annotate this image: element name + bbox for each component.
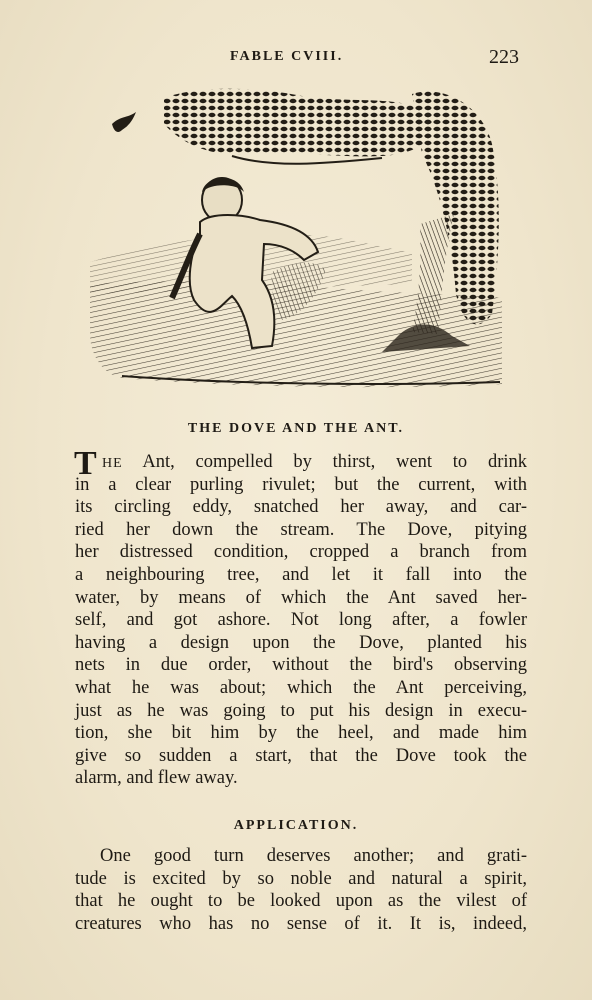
- fable-line-6: a neighbouring tree, and let it fall into the: [75, 564, 527, 585]
- application-heading: APPLICATION.: [233, 818, 359, 833]
- fable-line-8: self, and got ashore. Not long after, a fowler: [75, 610, 527, 631]
- fable-line-15: alarm, and flew away.: [75, 768, 238, 789]
- fable-line-12: just as he was going to put his design in execu-: [75, 700, 527, 721]
- fable-title: THE DOVE AND THE ANT.: [187, 421, 405, 436]
- fable-line-7: water, by means of which the Ant saved her-: [75, 587, 527, 608]
- fable-line-11: what he was about; which the Ant perceiving,: [75, 677, 527, 698]
- woodcut-illustration: [82, 84, 510, 390]
- fable-line-4: ried her down the stream. The Dove, pitying: [75, 519, 527, 540]
- drop-cap-letter: T: [74, 445, 97, 482]
- tree-foliage-top-shape: [164, 89, 435, 157]
- fable-line-2: in a clear purling rivulet; but the current, with: [75, 474, 527, 495]
- application-line-3: that he ought to be looked upon as the vilest of: [75, 891, 527, 912]
- first-word-rest: HE: [102, 456, 123, 471]
- fable-body: [74, 445, 527, 790]
- fable-line-1-text: Ant, compelled by thirst, went to drink: [122, 452, 527, 472]
- fable-line-13: tion, she bit him by the heel, and made him: [75, 723, 527, 744]
- application-line-2: tude is excited by so noble and natural a spirit,: [75, 868, 527, 889]
- fable-line-14: give so sudden a start, that the Dove took the: [75, 745, 527, 766]
- fable-line-3: its circling eddy, snatched her away, and car-: [75, 497, 527, 518]
- running-head: [0, 46, 592, 71]
- fable-line-9: having a design upon the Dove, planted his: [75, 632, 527, 653]
- application-body: [75, 845, 527, 935]
- fable-line-1: [74, 445, 527, 482]
- fable-line-10: nets in due order, without the bird's observing: [75, 655, 527, 676]
- fable-line-5: her distressed condition, cropped a branch from: [75, 542, 527, 563]
- running-title: FABLE CVIII.: [230, 49, 344, 64]
- page-number: 223: [489, 46, 519, 68]
- dove-shape: [112, 112, 136, 132]
- application-line-1: One good turn deserves another; and grati-: [100, 846, 527, 866]
- application-line-4: creatures who has no sense of it. It is, indeed,: [75, 913, 527, 934]
